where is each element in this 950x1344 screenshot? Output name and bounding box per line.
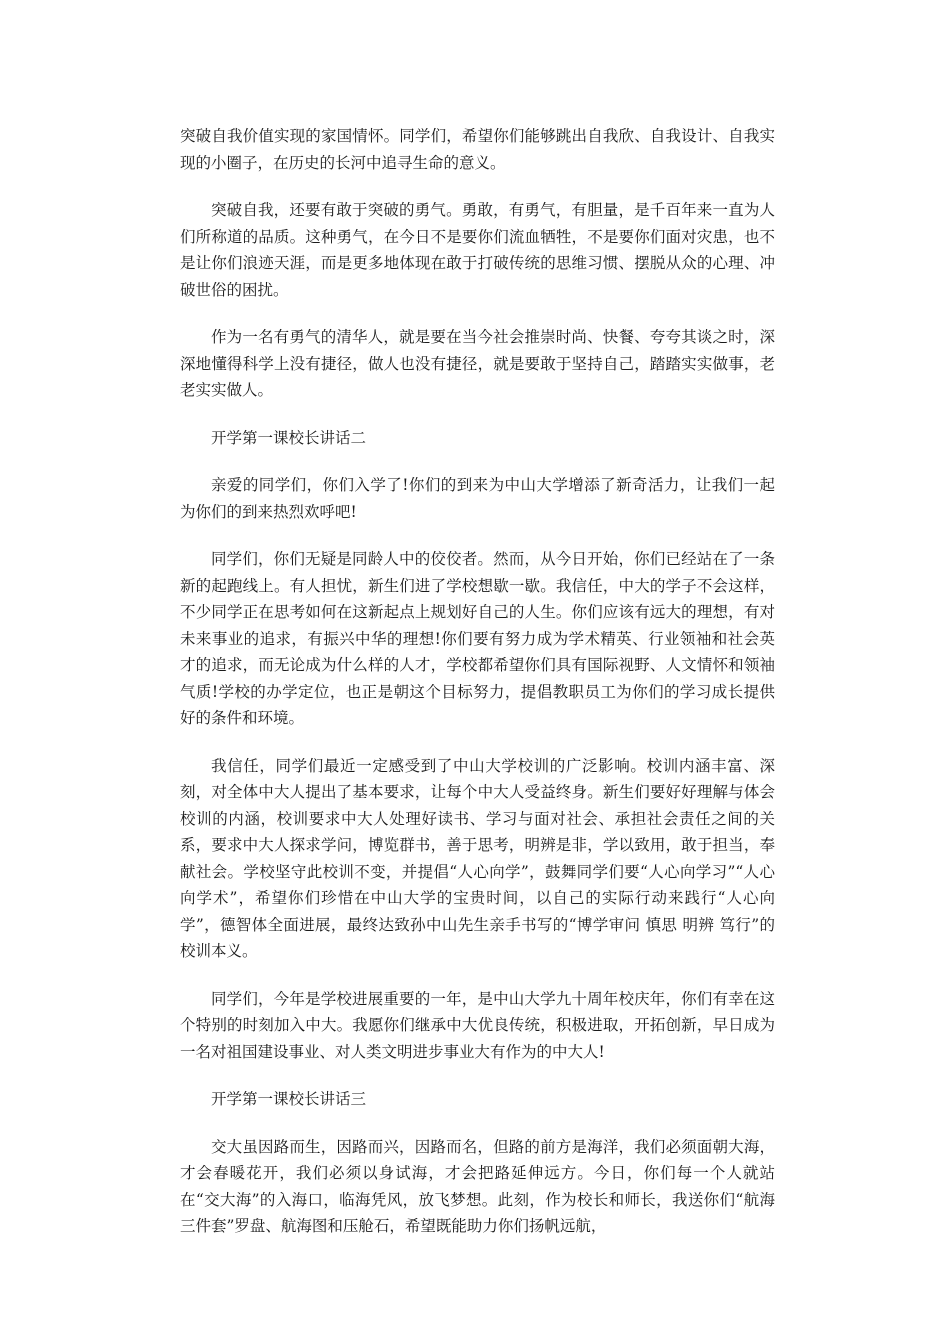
section-heading: 开学第一课校长讲话三 xyxy=(211,1090,367,1108)
paragraph: 我信任，同学们最近一定感受到了中山大学校训的广泛影响。校训内涵丰富、深刻，对全体中大人提出了基本要求，让每个中大人受益终身。新生们要好好理解与体会校训的内涵，校训要求中大人处理好读书、学习与面对社会、承担社会责任之间的关系，要求中大人探求学问，博览群书，善于思考，明辨是非，学以致用，敢于担当，奉献社会。学校坚守此校训不变，并提倡“人心向学”，鼓舞同学们要“人心向学习”“人心向学术”，希望你们珍惜在中山大学的宝贵时间，以自己的实际行动来践行“人心向学”，德智体全面进展，最终达致孙中山先生亲手书写的“博学审问 慎思 明辨 笃行”的校训本义。 xyxy=(180,756,775,960)
paragraph: 亲爱的同学们，你们入学了!你们的到来为中山大学增添了新奇活力，让我们一起为你们的到来热烈欢呼吧! xyxy=(180,476,775,521)
section-heading: 开学第一课校长讲话二 xyxy=(211,428,367,447)
paragraph: 突破自我价值实现的家国情怀。同学们，希望你们能够跳出自我欣、自我设计、自我实现的小圈子，在历史的长河中追寻生命的意义。 xyxy=(180,127,775,172)
paragraph: 同学们，你们无疑是同龄人中的佼佼者。然而，从今日开始，你们已经站在了一条新的起跑线上。有人担忧，新生们进了学校想歇一歇。我信任，中大的学子不会这样，不少同学正在思考如何在这新起点上规划好自己的人生。你们应该有远大的理想，有对未来事业的追求，有振兴中华的理想!你们要有努力成为学术精英、行业领袖和社会英才的追求，而无论成为什么样的人才，学校都希望你们具有国际视野、人文情怀和领袖气质!学校的办学定位，也正是朝这个目标努力，提倡教职员工为你们的学习成长提供好的条件和环境。 xyxy=(180,550,775,727)
paragraph: 同学们，今年是学校进展重要的一年，是中山大学九十周年校庆年，你们有幸在这个特别的时刻加入中大。我愿你们继承中大优良传统，积极进取，开拓创新，早日成为一名对祖国建设事业、对人类文明进步事业大有作为的中大人! xyxy=(180,989,775,1061)
document-page xyxy=(180,123,775,1261)
paragraph: 交大虽因路而生，因路而兴，因路而名，但路的前方是海洋，我们必须面朝大海，才会春暖花开，我们必须以身试海，才会把路延伸远方。今日，你们每一个人就站在“交大海”的入海口，临海凭风，放飞梦想。此刻，作为校长和师长，我送你们“航海三件套”罗盘、航海图和压舱石，希望既能助力你们扬帆远航， xyxy=(180,1137,775,1235)
paragraph: 作为一名有勇气的清华人，就是要在当今社会推崇时尚、快餐、夸夸其谈之时，深深地懂得科学上没有捷径，做人也没有捷径，就是要敢于坚持自己，踏踏实实做事，老老实实做人。 xyxy=(180,328,775,399)
paragraph: 突破自我，还要有敢于突破的勇气。勇敢，有勇气，有胆量，是千百年来一直为人们所称道的品质。这种勇气，在今日不是要你们流血牺牲，不是要你们面对灾患，也不是让你们浪迹天涯，而是更多地体现在敢于打破传统的思维习惯、摆脱从众的心理、冲破世俗的困扰。 xyxy=(180,201,775,299)
